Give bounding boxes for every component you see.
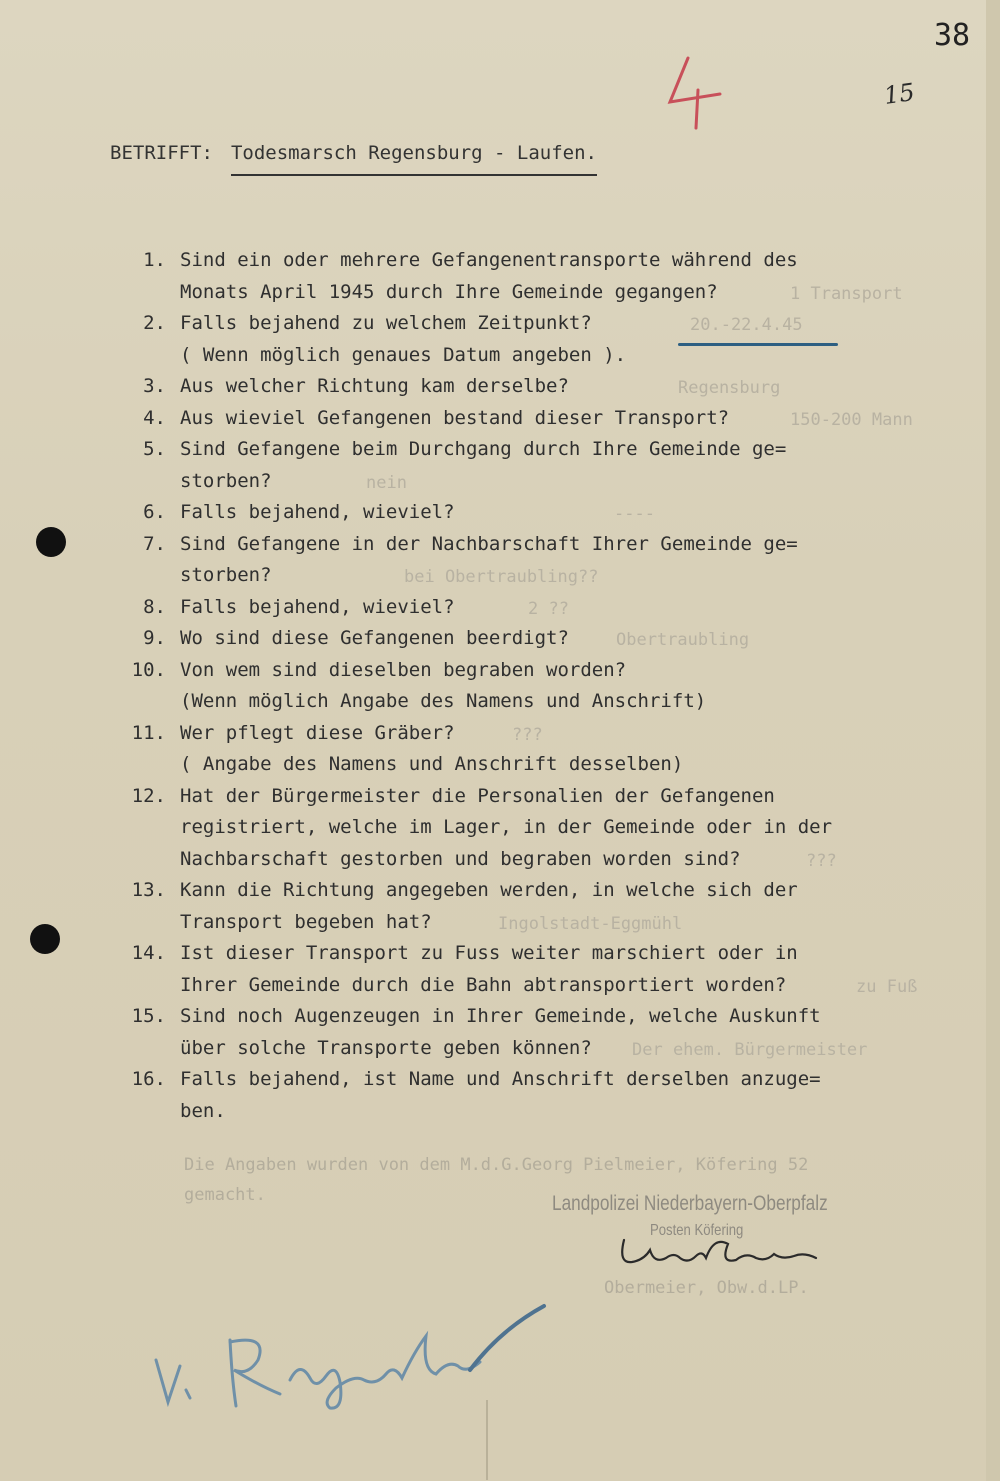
- police-stamp: Landpolizei Niederbayern-Oberpfalz: [552, 1192, 828, 1215]
- question-text: Wer pflegt diese Gräber?: [180, 721, 455, 744]
- question-text: Nachbarschaft gestorben und begraben worden sind?: [180, 847, 741, 870]
- question-number: 13.: [131, 879, 166, 901]
- typed-answer: 2 ??: [528, 598, 569, 619]
- typed-answer: ----: [614, 504, 655, 524]
- question-number: 4.: [143, 406, 166, 429]
- blue-pencil-underline: [678, 343, 838, 346]
- question-number: 11.: [131, 721, 166, 744]
- blue-pencil-annotation: [140, 1290, 560, 1430]
- question-text: Kann die Richtung angegeben werden, in welche sich der: [180, 879, 798, 901]
- footer-statement-end: gemacht.: [184, 1185, 266, 1205]
- subject-line: [110, 142, 597, 164]
- question-text: Falls bejahend, wieviel?: [180, 595, 455, 618]
- typed-answer: ???: [512, 724, 543, 745]
- subject-label: BETRIFFT:: [110, 142, 213, 164]
- typed-answer: Obertraubling: [616, 630, 750, 650]
- question-text: Sind ein oder mehrere Gefangenentransporte während des: [180, 249, 798, 271]
- police-stamp-post: Posten Köfering: [650, 1222, 744, 1239]
- question-number: 6.: [143, 501, 166, 523]
- question-number: 9.: [143, 627, 166, 649]
- typed-answer: ???: [806, 850, 837, 871]
- corner-mark: 15: [882, 78, 917, 110]
- typed-answer: nein: [366, 472, 407, 493]
- question-number: 16.: [131, 1068, 166, 1090]
- question-number: 14.: [131, 942, 166, 964]
- question-number: 10.: [131, 658, 166, 681]
- page-number: 38: [934, 18, 971, 53]
- question-number: 2.: [143, 312, 166, 334]
- question-text: ben.: [180, 1099, 226, 1122]
- question-number: 15.: [131, 1005, 166, 1027]
- question-text: Falls bejahend zu welchem Zeitpunkt?: [180, 312, 592, 334]
- question-text: Transport begeben hat?: [180, 910, 432, 933]
- question-text: über solche Transporte geben können?: [180, 1036, 592, 1059]
- typed-answer: 20.-22.4.45: [690, 315, 803, 335]
- question-number: 12.: [131, 784, 166, 807]
- question-text: registriert, welche im Lager, in der Gemeinde oder in der: [180, 816, 833, 838]
- question-text: Aus wieviel Gefangenen bestand dieser Transport?: [180, 406, 730, 429]
- typed-answer: Ingolstadt-Eggmühl: [498, 913, 683, 934]
- punch-hole: [36, 527, 66, 557]
- red-pencil-mark: [662, 50, 732, 130]
- question-number: 1.: [143, 249, 166, 271]
- subject-title: Todesmarsch Regensburg - Laufen.: [231, 142, 597, 176]
- question-number: 5.: [143, 438, 166, 460]
- typed-answer: 1 Transport: [790, 283, 903, 304]
- footer-statement: Die Angaben wurden von dem M.d.G.Georg Pielmeier, Köfering 52: [184, 1155, 809, 1175]
- question-text: Aus welcher Richtung kam derselbe?: [180, 375, 569, 397]
- question-text: Falls bejahend, wieviel?: [180, 501, 455, 523]
- question-text: storben?: [180, 469, 272, 492]
- question-number: 7.: [143, 532, 166, 555]
- punch-hole: [30, 924, 60, 954]
- typed-answer: zu Fuß: [856, 976, 918, 997]
- question-text: Sind noch Augenzeugen in Ihrer Gemeinde, welche Auskunft: [180, 1005, 821, 1027]
- question-text: ( Angabe des Namens und Anschrift desselben): [180, 753, 684, 775]
- typed-answer: Regensburg: [678, 378, 781, 398]
- question-text: Sind Gefangene in der Nachbarschaft Ihrer Gemeinde ge=: [180, 532, 798, 555]
- question-text: Hat der Bürgermeister die Personalien der Gefangenen: [180, 784, 775, 807]
- question-number: 3.: [143, 375, 166, 397]
- question-text: Ist dieser Transport zu Fuss weiter marschiert oder in: [180, 942, 798, 964]
- question-text: storben?: [180, 564, 272, 586]
- page-edge: [986, 0, 1000, 1481]
- question-text: (Wenn möglich Angabe des Namens und Anschrift): [180, 690, 707, 712]
- question-text: ( Wenn möglich genaues Datum angeben ).: [180, 343, 627, 366]
- typed-answer: bei Obertraubling??: [404, 567, 599, 587]
- question-text: Von wem sind dieselben begraben worden?: [180, 658, 627, 681]
- handwritten-signature: [610, 1230, 830, 1280]
- question-text: Ihrer Gemeinde durch die Bahn abtransportiert worden?: [180, 973, 787, 996]
- signatory-name: Obermeier, Obw.d.LP.: [604, 1278, 809, 1298]
- question-text: Monats April 1945 durch Ihre Gemeinde gegangen?: [180, 280, 718, 303]
- question-text: Falls bejahend, ist Name und Anschrift derselben anzuge=: [180, 1068, 821, 1090]
- typed-answer: Der ehem. Bürgermeister: [632, 1039, 868, 1060]
- question-number: 8.: [143, 595, 166, 618]
- typed-answer: 150-200 Mann: [790, 409, 913, 430]
- question-text: Sind Gefangene beim Durchgang durch Ihre Gemeinde ge=: [180, 438, 787, 460]
- question-text: Wo sind diese Gefangenen beerdigt?: [180, 627, 569, 649]
